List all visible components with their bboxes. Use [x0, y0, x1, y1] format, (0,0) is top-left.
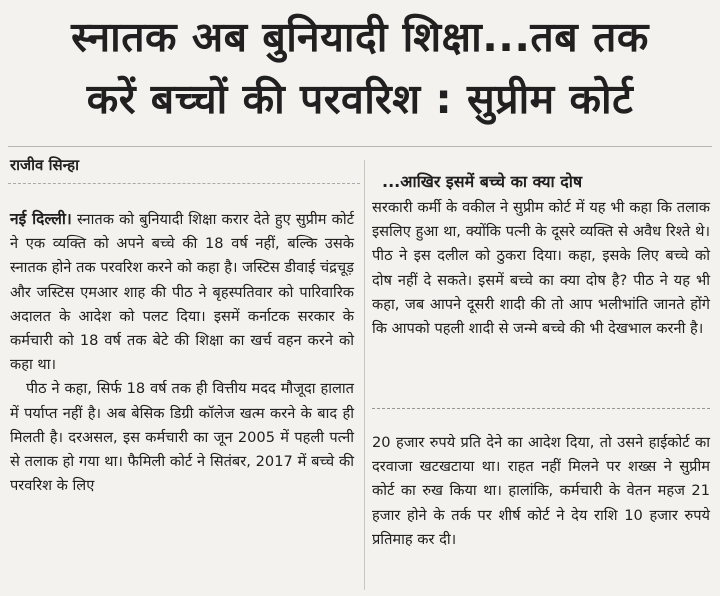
- byline-divider: [8, 183, 360, 184]
- subheading: ...आखिर इसमें बच्चे का क्या दोष: [382, 172, 583, 191]
- header-divider: [8, 146, 712, 147]
- left-column: [10, 207, 354, 498]
- right-paragraph-2: 20 हजार रुपये प्रति देने का आदेश दिया, तो उसने हाईकोर्ट का दरवाजा खटखटाया था। राहत नहीं मिलने पर शख्स ने सुप्रीम कोर्ट का रुख किया था। हालांकि, कर्मचारी के वेतन महज 21 हजार होने के तर्क पर शीर्ष कोर्ट ने देय राशि 10 हजार रुपये प्रतिमाह कर दी।: [372, 434, 710, 548]
- section-divider: [372, 408, 710, 409]
- left-paragraph-1-text: स्नातक को बुनियादी शिक्षा करार देते हुए सुप्रीम कोर्ट ने एक व्यक्ति को अपने बच्चे की 18 वर्ष नहीं, बल्कि उसके स्नातक होने तक परवरिश करने को कहा है। जस्टिस डीवाई चंद्रचूड़ और जस्टिस एमआर शाह की पीठ ने बृहस्पतिवार को पारिवारिक अदालत के आदेश को पलट दिया। इसमें कर्नाटक सरकार के कर्मचारी को 18 वर्ष तक बेटे की शिक्षा का खर्च वहन करने को कहा था।: [10, 211, 354, 374]
- right-paragraph-1: सरकारी कर्मी के वकील ने सुप्रीम कोर्ट में यह भी कहा कि तलाक इसलिए हुआ था, क्योंकि पत्नी के दूसरे व्यक्ति से अवैध रिश्ते थे। पीठ ने इस दलील को ठुकरा दिया। कहा, इसके लिए बच्चे को दोष नहीं दे सकते। इसमें बच्चे का क्या दोष है? पीठ ने यह भी कहा, जब आपने दूसरी शादी की तो आप भलीभांति जानते होंगे कि आपको पहली शादी से जन्मे बच्चे की भी देखभाल करनी है।: [372, 199, 710, 338]
- left-paragraph-2: पीठ ने कहा, सिर्फ 18 वर्ष तक ही वित्तीय मदद मौजूदा हालात में पर्याप्त नहीं है। अब बेसिक डिग्री कॉलेज खत्म करने के बाद ही मिलती है। दरअसल, इस कर्मचारी का जून 2005 में पहली पत्नी से तलाक हो गया था। फैमिली कोर्ट ने सितंबर, 2017 में बच्चे की परवरिश के लिए: [10, 380, 354, 495]
- headline-line-1: स्नातक अब बुनियादी शिक्षा...तब तक: [71, 13, 649, 61]
- right-column-top: [372, 196, 710, 341]
- headline: [0, 6, 720, 130]
- left-paragraph-1: [10, 207, 354, 377]
- headline-line-2: करें बच्चों की परवरिश : सुप्रीम कोर्ट: [86, 75, 634, 123]
- right-column-bottom: [372, 431, 710, 552]
- column-divider: [364, 160, 365, 590]
- byline: राजीव सिन्हा: [10, 156, 79, 174]
- dateline: नई दिल्ली।: [10, 210, 72, 228]
